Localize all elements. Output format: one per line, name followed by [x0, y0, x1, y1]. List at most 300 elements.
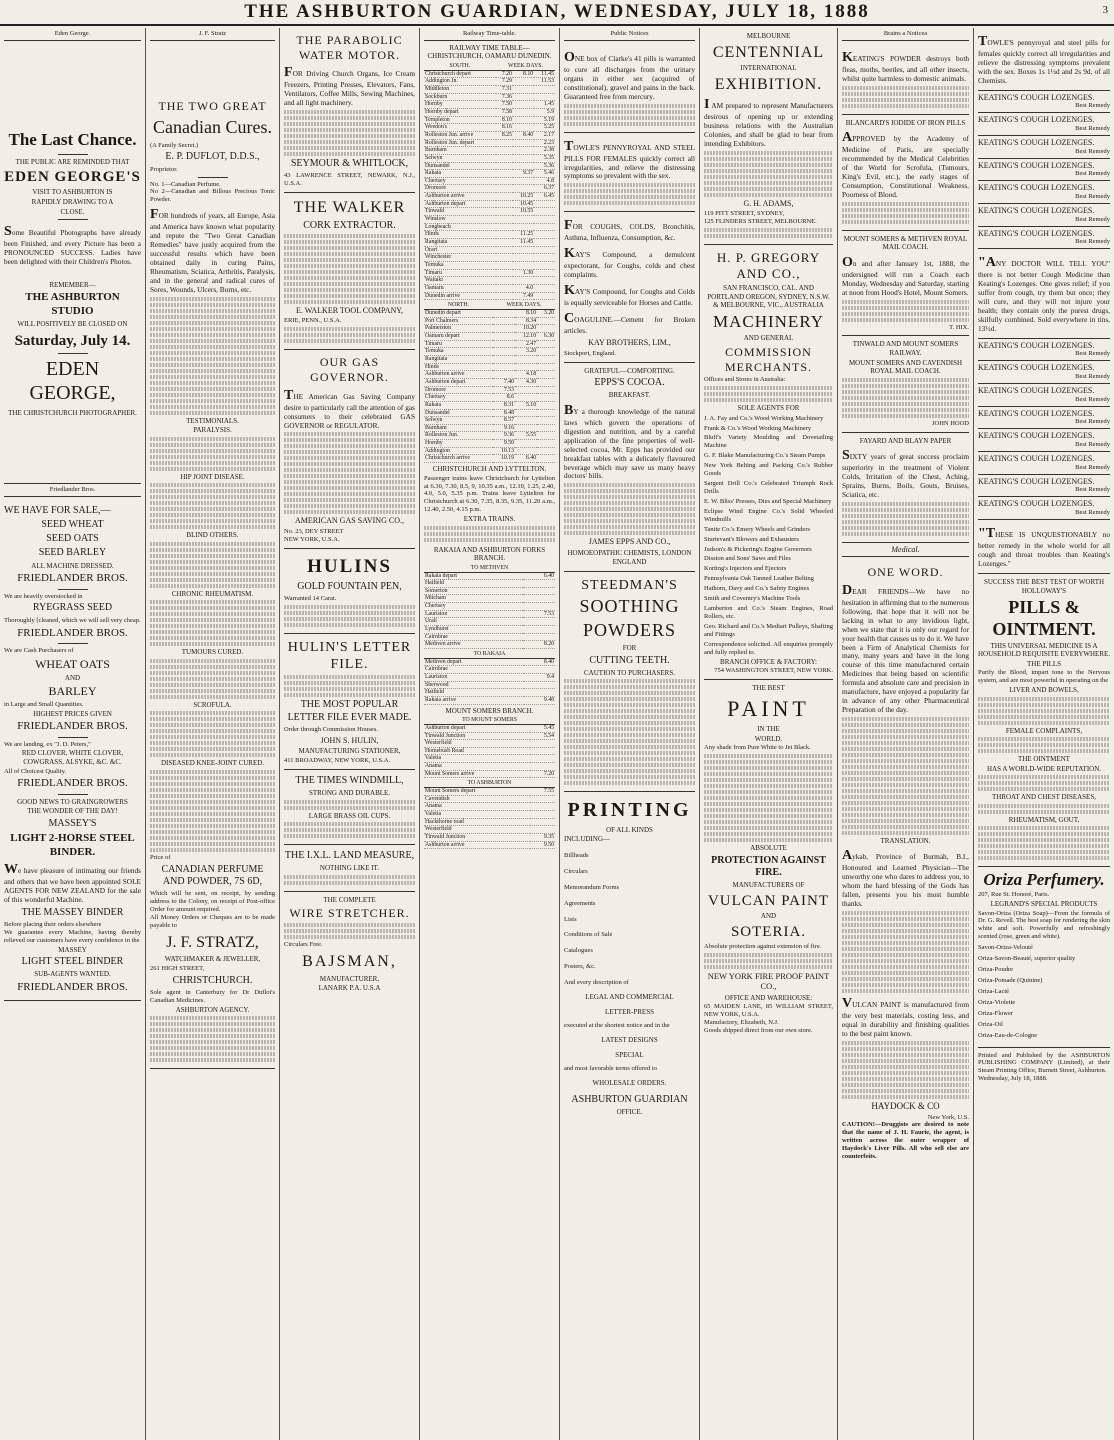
fayard-ad: [842, 433, 969, 543]
most-popular: THE MOST POPULAR LETTER FILE EVER MADE.: [287, 699, 412, 723]
departure-time: 7.49: [513, 292, 534, 300]
best-remedy-label: Best Remedy: [1075, 193, 1110, 201]
visit-line-2: RAPIDLY DRAWING TO A: [31, 198, 114, 207]
best-remedy-label: Best Remedy: [1075, 102, 1110, 110]
oriza-product: Oriza-Eau-de-Cologne: [978, 1031, 1038, 1039]
agency-item: E. W. Bliss' Presses, Dies and Special Machinery: [704, 497, 832, 505]
timetable-row: [424, 394, 555, 402]
one-word-text: DEAR FRIENDS—We have no hesitation in affirming that to the numerous following, that hope that it will not be lacking in what to any invidious light, when we state that it is only our regard for your health that causes us to do it. We have been a Firm of Analytical Chemists for many, many years and have in the long course of this time manufactured certain Medicines that being based on scientific formula and absolute care and precision in manufacture, have enjoyed a popularity far in advance of any other Pharmaceutical Preparation of the day.: [842, 583, 969, 714]
international: INTERNATIONAL: [740, 64, 797, 73]
translation: TRANSLATION.: [880, 836, 931, 845]
station-name: Dunedin depart: [424, 309, 493, 317]
station-name: Port Chalmers: [424, 317, 493, 325]
sub-agents: SUB-AGENTS WANTED.: [34, 970, 111, 979]
departure-time: [493, 325, 515, 333]
towles-text: TOWLE'S PENNYROYAL AND STEEL PILLS FOR FEMALES quickly correct all irregularities, and relieve the distressing symptoms so prevalent with the sex.: [564, 138, 695, 181]
sole-agents-for: SOLE AGENTS FOR: [737, 404, 800, 413]
departure-time: [496, 185, 513, 193]
departure-time: 6.37: [534, 185, 555, 193]
legal-commercial: LEGAL AND COMMERCIAL: [585, 993, 674, 1002]
departure-time: [534, 254, 555, 262]
timetable-row: [424, 826, 555, 834]
exhibition: EXHIBITION.: [714, 75, 823, 93]
blancard-text: APPROVED by the Academy of Medicine of Paris, are specially recommended by the Medical Celebrities of the World for Scrofula, (Tumours, King's Evil, etc.), the early stages of Consumption, Constitutional Weakness, Poorness of Blood.: [842, 130, 969, 199]
best-remedy-label: Best Remedy: [1075, 238, 1110, 246]
departure-time: [493, 332, 515, 340]
departure-time: 2.23: [534, 139, 555, 147]
oriza-product-list: [978, 944, 1110, 1039]
parabolic-ad: [284, 28, 415, 193]
print-item-memorandum: Memorandum Forms: [564, 883, 620, 891]
and-word: AND: [64, 673, 81, 682]
legrand: LEGRAND'S SPECIAL PRODUCTS: [990, 900, 1098, 909]
departure-time: 7.55: [530, 788, 555, 796]
north-timetable: [424, 302, 555, 463]
agency-item: Smith and Coventry's Machine Tools: [704, 595, 801, 603]
of-all-kinds: OF ALL KINDS: [606, 825, 653, 834]
wire-stretcher: WIRE STRETCHER.: [289, 906, 410, 921]
timetable-row: [424, 689, 555, 697]
departure-time: [496, 254, 513, 262]
timetable-row: [424, 641, 555, 649]
station-name: Westerfield: [424, 826, 530, 834]
departure-time: [523, 626, 555, 634]
north-week-days: WEEK DAYS.: [493, 302, 555, 309]
timetable-row: [424, 239, 555, 247]
departure-time: 5.25: [534, 124, 555, 132]
departure-time: [534, 216, 555, 224]
timetable-row: [424, 231, 555, 239]
wheat-oats: WHEAT OATS: [35, 656, 110, 671]
agency-item: Tanite Co.'s Emery Wheels and Grinders: [704, 525, 811, 533]
keatings-lozenges-item: [978, 136, 1110, 159]
timetable-row: [424, 409, 555, 417]
departure-time: [534, 277, 555, 285]
departure-time: 7.40: [493, 378, 515, 386]
departure-time: [530, 826, 555, 834]
keatings-lozenges-item: [978, 429, 1110, 452]
timetable-row: [424, 262, 555, 270]
departure-time: [523, 580, 555, 588]
the-ointment: THE OINTMENT: [1018, 755, 1070, 764]
station-name: Tinwald Junction: [424, 834, 530, 842]
departure-time: [513, 262, 534, 270]
adams: G. H. ADAMS,: [743, 198, 794, 208]
holloways: HOLLOWAY'S: [1021, 587, 1067, 596]
departure-time: 10.45: [513, 200, 534, 208]
best-remedy-label: Best Remedy: [1075, 418, 1110, 426]
circulars-free: Circulars Free.: [284, 941, 323, 949]
timetable-row: [424, 763, 555, 771]
departure-time: 8.40: [513, 131, 534, 139]
departure-time: [493, 371, 515, 379]
mount-somers-branch: MOUNT SOMERS BRANCH.: [445, 706, 534, 715]
agency-item: Frank & Co.'s Wood Working Machinery: [704, 424, 812, 432]
timetable-row: [424, 755, 555, 763]
paint: PAINT: [727, 695, 810, 721]
departure-time: [530, 747, 555, 755]
american-gas: AMERICAN GAS SAVING CO.,: [295, 516, 404, 526]
closed-on: WILL POSITIVELY BE CLOSED ON: [17, 320, 128, 329]
exhibition-text: I AM prepared to represent Manufacturers desirous of opening up or extending business relations with the Australian Colonies, and shall be glad to hear from intending Exhibitors.: [704, 97, 833, 148]
station-name: Hinds: [424, 231, 496, 239]
departure-time: 6.30: [537, 332, 555, 340]
order-through: Order through Commission Houses.: [284, 725, 378, 733]
walker-heading: THE WALKER: [293, 199, 406, 217]
timetable-row: [424, 348, 555, 356]
station-name: Rangitata: [424, 239, 496, 247]
column-4: [420, 28, 560, 1440]
oriza-product: Oriza-Flower: [978, 1009, 1014, 1017]
ryegrass: RYEGRASS SEED: [32, 602, 113, 614]
station-name: Oamaru depart: [424, 332, 493, 340]
timetable-row: [424, 85, 555, 93]
departure-time: 7.20: [496, 70, 513, 78]
departure-time: [513, 254, 534, 262]
stockport: Stockport, England.: [564, 349, 616, 357]
station-name: Methven arrive: [424, 641, 523, 649]
absolute-text: Absolute protection against extension of fire.: [704, 942, 822, 950]
massey: MASSEY: [58, 945, 87, 954]
chch-lyttelton: CHRISTCHURCH AND LYTTELTON.: [432, 465, 547, 474]
ashburton-studio: THE ASHBURTON STUDIO: [25, 291, 120, 317]
departure-time: [515, 447, 537, 455]
agency-item: Judson's & Pickering's Engine Governors: [704, 545, 812, 553]
departure-time: [537, 394, 555, 402]
saturday-july: Saturday, July 14.: [14, 332, 131, 349]
departure-time: [524, 681, 555, 689]
steel-binder: LIGHT 2-HORSE STEEL BINDER.: [10, 832, 135, 858]
departure-time: [493, 309, 515, 317]
departure-time: 4.18: [515, 371, 537, 379]
departure-time: [534, 292, 555, 300]
timetable-row: [424, 355, 555, 363]
departure-time: [496, 285, 513, 293]
timetable-row: [424, 401, 555, 409]
departure-time: 8.48: [493, 409, 515, 417]
departure-time: 8.10: [515, 309, 537, 317]
departure-time: [530, 763, 555, 771]
caution-druggists: CAUTION!—Druggists are desired to note that the name of J. H. Faurie, the agent, is written across the outer wrapper of Haydock's Liver Pills. All who sell else are counterfeits.: [842, 1121, 969, 1161]
station-name: Valetta: [424, 811, 530, 819]
epps-cocoa-ad: [564, 363, 695, 572]
chronic-rheumatism: CHRONIC RHEUMATISM.: [171, 589, 254, 598]
brass-oil-cups: LARGE BRASS OIL CUPS.: [308, 811, 391, 820]
best-remedy-label: Best Remedy: [1075, 395, 1110, 403]
departure-time: [537, 340, 555, 348]
timetable-row: [424, 101, 555, 109]
chch-lyttelton-text: Passenger trains leave Christchurch for Lyttelton at 6.30, 7.30, 8.5, 9, 10.35 a.m., 12.10, 1.25, 2.40, 4.0, 5.0, 5.35 p.m. Trains leave Lyttelton for Christchurch at 6.30, 7.35, 8.35, 9.35, 11.20 a.m., 12.40, 2.50, 4.15 p.m.: [424, 474, 555, 514]
keatings-lozenges-label: KEATING'S COUGH LOZENGES.: [978, 476, 1095, 486]
duflot: E. P. DUFLOT, D.D.S.,: [165, 151, 260, 163]
departure-time: 6.40: [515, 455, 537, 463]
departure-time: 9.4: [524, 674, 555, 682]
female-complaints: FEMALE COMPLAINTS,: [1005, 726, 1083, 735]
departure-time: 1.45: [534, 101, 555, 109]
best-remedy-label: Best Remedy: [1075, 170, 1110, 178]
departure-time: [515, 394, 537, 402]
departure-time: [496, 147, 513, 155]
timetable-row: [424, 633, 555, 641]
departure-time: [534, 246, 555, 254]
paralysis: PARALYSIS.: [193, 426, 232, 435]
timetable-row: [424, 223, 555, 231]
eden-georges: EDEN GEORGE'S: [4, 169, 141, 186]
extra-trains: EXTRA TRAINS.: [463, 515, 516, 524]
station-name: Cairnbrae: [424, 633, 523, 641]
departure-time: [530, 803, 555, 811]
timetable-row: [424, 216, 555, 224]
station-name: Lauriston: [424, 610, 523, 618]
haydock-ad: [842, 560, 969, 1165]
paint-ad: [704, 680, 833, 1039]
best-remedy-label: Best Remedy: [1075, 509, 1110, 517]
including: INCLUDING—: [564, 835, 610, 844]
departure-time: [537, 355, 555, 363]
holloway-ad: [978, 574, 1110, 868]
best-remedy-label: Best Remedy: [1075, 463, 1110, 471]
timetable-row: [424, 124, 555, 132]
timetable-row: [424, 269, 555, 277]
departure-time: [523, 595, 555, 603]
station-name: Chertsey: [424, 394, 493, 402]
station-name: Mitcham: [424, 595, 523, 603]
binder-text: We have pleasure of intimating our friends and others that we have been appointed SOLE AGENTS FOR NEW ZEALAND for the sale of this wonderful Machine.: [4, 861, 141, 904]
column-5-head: Public Notices: [564, 28, 695, 41]
column-1-head: Eden George.: [4, 28, 141, 41]
sale-item-3: SEED BARLEY: [38, 547, 107, 559]
translation-text: Aykab, Province of Burmah, B.I., Honoured and Learned Physician—The unworthy one who dares to address you, to whom the hard blessing of the Gods has fallen, presents you his most humble thanks.: [842, 848, 969, 908]
departure-time: [515, 355, 537, 363]
keatings-lozenges-label: KEATING'S COUGH LOZENGES.: [978, 92, 1095, 102]
departure-time: [530, 755, 555, 763]
departure-time: [537, 424, 555, 432]
keatings-lozenges-label: KEATING'S COUGH LOZENGES.: [978, 183, 1095, 193]
erie: ERIE, PENN., U.S.A.: [284, 317, 342, 325]
departure-time: [537, 447, 555, 455]
coughs-text: FOR COUGHS, COLDS, Bronchitis, Asthma, Influenza, Consumption, &c.: [564, 218, 695, 243]
departure-time: 4.30: [515, 378, 537, 386]
kay-brothers: KAY BROTHERS, LIM.,: [588, 338, 671, 348]
station-name: Westerfield: [424, 740, 530, 748]
station-name: Hornby: [424, 101, 496, 109]
warranted: Warranted 14 Carat.: [284, 595, 337, 603]
landing-ex: We are landing, ex "J. D. Peters,": [4, 740, 91, 748]
station-name: Timaru: [424, 269, 496, 277]
agency-item: Sturtevant's Blowers and Exhausters: [704, 535, 799, 543]
print-item-posters: Posters, &c.: [564, 963, 596, 971]
manufactory: Manufactory, Elizabeth, N.J.: [704, 1018, 779, 1026]
powders: POWDERS: [582, 620, 676, 641]
timetable-row: [424, 724, 555, 732]
agency-item: Geo. Richard and Co.'s Mediart Pulleys, Shafting and Fittings: [704, 622, 833, 638]
station-name: Anama: [424, 763, 530, 771]
oriza-product: Oriza-Pomade (Quinine): [978, 977, 1043, 985]
station-name: Chertsey: [424, 603, 523, 611]
family-secret: (A Family Secret.): [150, 141, 199, 149]
office: OFFICE.: [616, 1107, 643, 1116]
departure-time: 3.20: [537, 309, 555, 317]
towle-ad: [978, 28, 1110, 91]
keatings-lozenges-item: [978, 452, 1110, 475]
departure-time: 8.16: [496, 124, 513, 132]
station-name: Dunsandel: [424, 162, 496, 170]
departure-time: [530, 795, 555, 803]
sale-item-4: ALL MACHINE DRESSED.: [31, 561, 114, 570]
caution-purchasers: CAUTION TO PURCHASERS.: [584, 668, 675, 677]
departure-time: 6.45: [534, 193, 555, 201]
towle-text: TOWLE'S pennyroyal and steel pills for females quickly correct all irregularities and relieve the distressing symptoms prevalent with the sex. Boxes 1s 1½d and 2s 9d, of all Chemists.: [978, 34, 1110, 85]
mount-somers-coach-ad: [842, 231, 969, 337]
keatings-lozenges-label: KEATING'S COUGH LOZENGES.: [978, 431, 1095, 441]
canadian-cures: Canadian Cures.: [153, 116, 272, 137]
departure-time: [524, 689, 555, 697]
and-general: AND GENERAL: [743, 334, 794, 343]
departure-time: [523, 603, 555, 611]
departure-time: 5.54: [530, 732, 555, 740]
timetable-row: [424, 740, 555, 748]
timetable-row: [424, 603, 555, 611]
timetable-row: [424, 432, 555, 440]
departure-time: [513, 154, 534, 162]
departure-time: 9.50: [530, 841, 555, 849]
departure-time: 11.25: [513, 231, 534, 239]
best-remedy-label: Best Remedy: [1075, 215, 1110, 223]
departure-time: [496, 223, 513, 231]
medical-head: Medical.: [842, 543, 969, 558]
massey-binder: THE MASSEY BINDER: [21, 906, 124, 918]
john-hulin: JOHN S. HULIN,: [320, 735, 379, 745]
thoroughly-cleaned: Thoroughly [cleaned, which we will sell very cheap.: [4, 616, 141, 624]
departure-time: [523, 618, 555, 626]
timetable-row: [424, 697, 555, 705]
vulcan-text: VULCAN PAINT is manufactured from the very best materials, costing less, and equal in durability and finishing qualities to the best paint known.: [842, 995, 969, 1038]
gas-governor-ad: [284, 350, 415, 549]
keatings-lozenges-item: [978, 159, 1110, 182]
print-item-lists: Lists: [564, 915, 577, 923]
timetable-row: [424, 277, 555, 285]
station-name: Cavendish: [424, 795, 530, 803]
broadway: 411 BROADWAY, NEW YORK, U.S.A.: [284, 757, 391, 765]
printed-published: Printed and Published by the ASHBURTON PUBLISHING COMPANY (Limited), at their Steam Printing Office, Burnett Street, Ashburton.: [978, 1051, 1110, 1075]
departure-time: [534, 223, 555, 231]
canadian-perfume-powder: CANADIAN PERFUME AND POWDER, 7S 6D,: [161, 863, 264, 887]
unrivalled: "THESE IS UNQUESTIONABLY no better remedy in the whole world for all cough and throat troubles than Keating's Lozenges.": [978, 526, 1110, 568]
homoeopathic: HOMOEOPATHIC CHEMISTS, LONDON ENGLAND: [567, 549, 692, 566]
walker-company: E. WALKER TOOL COMPANY,: [295, 305, 404, 315]
column-8: [974, 28, 1114, 1440]
departure-time: [515, 417, 537, 425]
canadian-intro: FOR hundreds of years, all Europe, Asia and America have known what popularity and repute the "Two Great Canadian Remedies" have justly acquired from the successful results which have been obtained daily in curing Pains, Rheumatism, Sciatica, Arthritis, Paralysis, and in the general and radical cures of Sores, Wounds, Ulcers, Burns, etc.: [150, 207, 275, 294]
timetable-row: [424, 285, 555, 293]
cork-extractor: CORK EXTRACTOR.: [303, 219, 396, 231]
windmill-ad: [284, 770, 415, 845]
timetable-row: [424, 131, 555, 139]
column-1: [0, 28, 146, 1440]
light-steel-binder: LIGHT STEEL BINDER: [21, 956, 124, 968]
south-label: SOUTH.: [424, 63, 496, 70]
timetable-row: [424, 363, 555, 371]
departure-time: 8.34: [515, 317, 537, 325]
oriza-ad: [978, 867, 1110, 1047]
keatings-lozenges-item: [978, 361, 1110, 384]
station-name: Lauriston: [424, 674, 524, 682]
gregory: H. P. GREGORY AND CO.,: [716, 250, 821, 282]
station-name: Temuka: [424, 262, 496, 270]
oriza-product: Savon-Oriza-Velouté: [978, 944, 1033, 952]
timetable-row: [424, 170, 555, 178]
fayard: FAYARD AND BLAYN PAPER: [859, 436, 952, 445]
timetable-row: [424, 154, 555, 162]
timetable-row: [424, 674, 555, 682]
timetable-row: [424, 732, 555, 740]
tumours: TUMOURS CURED.: [181, 648, 244, 657]
good-news: GOOD NEWS TO GRAINGROWERS: [17, 797, 128, 806]
kays-linseed: KAY'S Compound, for Coughs and Colds is equally serviceable for Horses and Cattle.: [564, 283, 695, 308]
timetable-row: [424, 455, 555, 463]
james-epps: JAMES EPPS AND CO.,: [588, 537, 671, 547]
departure-time: [537, 440, 555, 448]
timetable-row: [424, 811, 555, 819]
station-name: Sherwood: [424, 681, 524, 689]
new-york: NEW YORK, U.S.A.: [284, 536, 340, 544]
timetable-row: [424, 162, 555, 170]
price-of: Price of: [150, 853, 171, 861]
hulins-pen-ad: [284, 549, 415, 634]
hix: T. HIX.: [949, 323, 969, 331]
world-wide: HAS A WORLD-WIDE REPUTATION.: [986, 764, 1102, 773]
timetable-row: [424, 185, 555, 193]
north-label: NORTH.: [424, 302, 493, 309]
public-reminded: THE PUBLIC ARE REMINDED THAT: [15, 157, 130, 166]
ms-coach-text: On and after January 1st, 1888, the undersigned will run a Coach each Monday, Wednesday and Saturday, starting at noon from Hood's Hotel, Mount Somers.: [842, 254, 969, 297]
stratz: J. F. STRATZ,: [166, 933, 259, 951]
station-name: Selwyn: [424, 154, 496, 162]
station-name: Ashburton arrive: [424, 841, 530, 849]
page-number: 3: [1102, 4, 1108, 16]
departure-time: 9.36: [493, 432, 515, 440]
departure-time: [537, 409, 555, 417]
departure-time: 8.10: [513, 70, 534, 78]
stratz-address: 261 HIGH STREET,: [150, 964, 205, 972]
departure-time: 9.48: [524, 697, 555, 705]
dey-street: No. 23, DEY STREET: [284, 528, 344, 536]
station-name: Ashburton depart: [424, 724, 530, 732]
mount-somers-coach: MOUNT SOMERS & METHVEN ROYAL MAIL COACH.: [843, 234, 968, 252]
timetable-row: [424, 93, 555, 101]
no-1: No. 1—Canadian Perfume.: [150, 180, 221, 188]
clarke-pills-ad: [564, 44, 695, 133]
branch-office: BRANCH OFFICE & FACTORY:: [720, 657, 817, 666]
photos-text: Some Beautiful Photographs have already been Finished, and every Picture has been a PRONOUNCED SUCCESS. Ladies have been delighted with their Children's Photos.: [4, 224, 141, 266]
newspaper-columns: [0, 28, 1114, 1440]
steedmans: STEEDMAN'S: [581, 578, 678, 594]
station-name: Burnham: [424, 424, 493, 432]
departure-time: 5.46: [534, 170, 555, 178]
departure-time: 9.50: [493, 440, 515, 448]
grateful: GRATEFUL—COMFORTING.: [584, 366, 675, 375]
nothing-like-it: NOTHING LIKE IT.: [319, 864, 380, 873]
departure-time: [530, 818, 555, 826]
hip-joint: HIP JOINT DISEASE.: [180, 472, 245, 481]
times-windmill: THE TIMES WINDMILL,: [295, 774, 404, 786]
agency-item: Lamberton and Co.'s Steam Engines, Road Rollers, etc.: [704, 605, 833, 620]
choicest: All of Choicest Quality.: [4, 767, 67, 775]
before-placing: Before placing their orders elsewhere: [4, 920, 102, 928]
keatings-lozenges-label: KEATING'S COUGH LOZENGES.: [978, 363, 1095, 373]
haydock-ny: New York, U.S.: [927, 1113, 969, 1121]
protection-fire: PROTECTION AGAINST FIRE.: [711, 854, 826, 879]
